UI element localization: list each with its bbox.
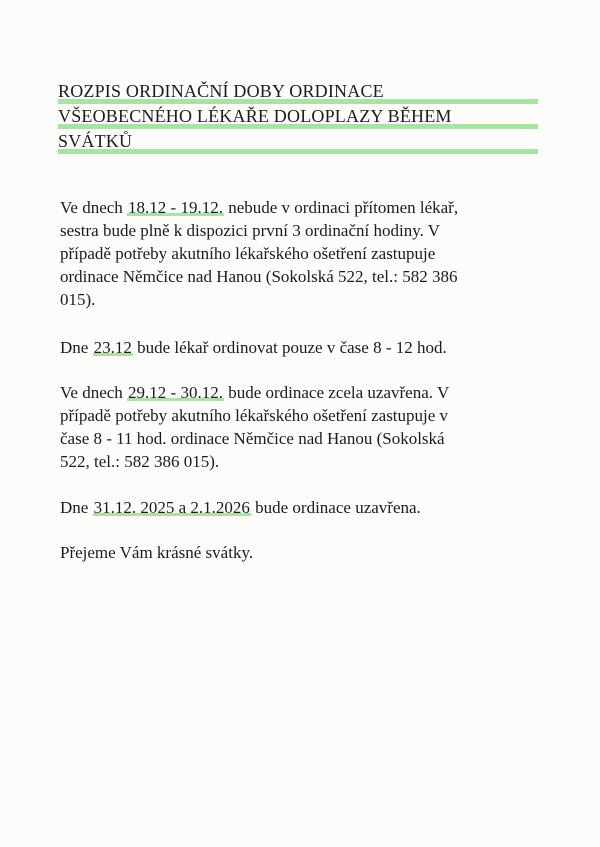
paragraph-short-hours-rest: bude lékař ordinovat pouze v čase 8 - 12 hod. <box>132 338 447 357</box>
paragraph-new-year-prefix: Dne <box>60 498 93 517</box>
paragraph-short-hours-line <box>60 336 550 359</box>
paragraph-absence-line-4: ordinace Němčice nad Hanou (Sokolská 522, tel.: 582 386 <box>60 267 458 286</box>
title-line-2 <box>58 104 538 129</box>
paragraph-absence <box>60 196 550 311</box>
paragraph-absence-line-5: 015). <box>60 290 96 309</box>
notice-title <box>58 79 538 154</box>
closed-dates: 29.12 - 30.12. <box>128 383 223 402</box>
paragraph-new-year-rest: bude ordinace uzavřena. <box>250 498 421 517</box>
paragraph-absence-line-2: sestra bude plně k dispozici první 3 ordinační hodiny. V <box>60 221 441 240</box>
title-line-2-text: VŠEOBECNÉHO LÉKAŘE DOLOPLAZY BĚHEM <box>58 104 538 129</box>
title-line-3-text: SVÁTKŮ <box>58 129 538 154</box>
paragraph-closed-line-3: čase 8 - 11 hod. ordinace Němčice nad Hanou (Sokolská <box>60 429 445 448</box>
title-line-1-text: ROZPIS ORDINAČNÍ DOBY ORDINACE <box>58 79 538 104</box>
paragraph-new-year <box>60 496 550 519</box>
paragraph-absence-line-1 <box>60 196 550 219</box>
absence-dates: 18.12 - 19.12. <box>128 198 223 217</box>
paragraph-closed-prefix: Ve dnech <box>60 383 128 402</box>
paragraph-closed-line-4: 522, tel.: 582 386 015). <box>60 452 220 471</box>
title-line-3 <box>58 129 538 154</box>
paragraph-absence-rest: nebude v ordinaci přítomen lékař, <box>223 198 459 217</box>
paragraph-closed <box>60 381 550 473</box>
greeting-text: Přejeme Vám krásné svátky. <box>60 543 254 562</box>
short-hours-date: 23.12 <box>93 338 132 357</box>
paragraph-absence-line-3: případě potřeby akutního lékařského ošetření zastupuje <box>60 244 436 263</box>
paragraph-greeting <box>60 541 550 564</box>
paragraph-short-hours-prefix: Dne <box>60 338 93 357</box>
paragraph-short-hours <box>60 336 550 359</box>
new-year-dates: 31.12. 2025 a 2.1.2026 <box>93 498 250 517</box>
paragraph-closed-line-1 <box>60 381 550 404</box>
paragraph-closed-rest: bude ordinace zcela uzavřena. V <box>223 383 450 402</box>
paragraph-absence-prefix: Ve dnech <box>60 198 128 217</box>
paragraph-new-year-line <box>60 496 550 519</box>
title-line-1 <box>58 79 538 104</box>
paragraph-closed-line-2: případě potřeby akutního lékařského ošetření zastupuje v <box>60 406 449 425</box>
